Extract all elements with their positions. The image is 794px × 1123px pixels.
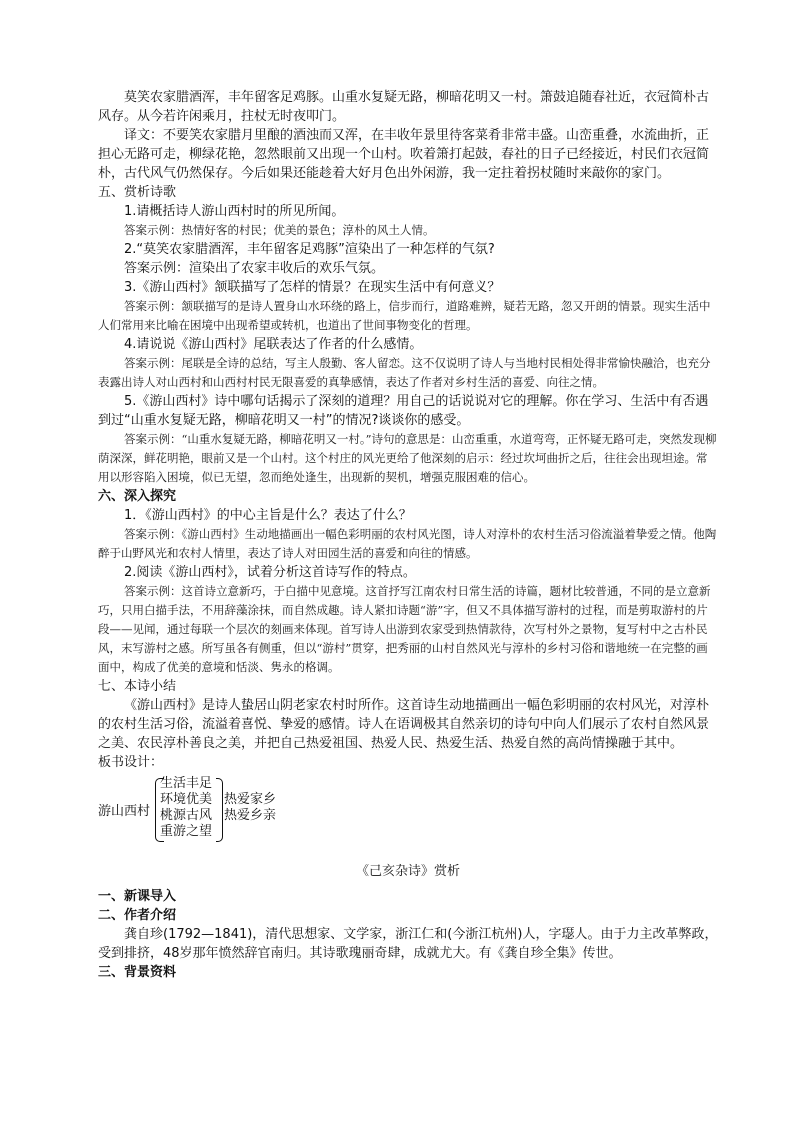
section-6-heading: 六、深入探究 <box>98 489 177 504</box>
s5-answer-4: 答案示例：尾联是全诗的总结，写主人殷勤、客人留恋。这不仅说明了诗人与当地村民相处得非常愉快融洽，也充分表露出诗人对山西村和山西村村民无限喜爱的真挚感情，表达了作者对乡村生活的喜爱、向往之情。 <box>98 356 711 389</box>
section-7-heading: 七、本诗小结 <box>98 679 177 694</box>
lesson2-heading-2: 二、作者介绍 <box>98 908 177 923</box>
document-content <box>98 88 718 982</box>
board-middle-item: 桃源古风 <box>160 808 213 823</box>
board-right-list <box>224 792 276 824</box>
s5-question-5: 5.《游山西村》诗中哪句话揭示了深刻的道理？用自己的话说说对它的理解。你在学习、生活中有否遇到过“山重水复疑无路，柳暗花明又一村”的情况?谈谈你的感受。 <box>98 394 709 428</box>
lesson2-author-bio: 龚自珍(1792—1841)，清代思想家、文学家，浙江仁和(今浙江杭州)人，字璱人。由于力主改革弊政，受到排挤，48岁那年愤然辞官南归。其诗歌瑰丽奇肆，成就尤大。有《龚自珍全集》传世。 <box>98 927 718 961</box>
s7-summary: 《游山西村》是诗人蛰居山阴老家农村时所作。这首诗生动地描画出一幅色彩明丽的农村风光，对淳朴的农村生活习俗，流溢着喜悦、挚爱的感情。诗人在语调极其自然亲切的诗句中向人们展示了农村自然风景之美、农民淳朴善良之美，并把自己热爱祖国、热爱人民、热爱生活、热爱自然的高尚情操融于其中。 <box>98 698 710 751</box>
board-middle-item: 重游之望 <box>160 824 213 839</box>
section-5-heading: 五、赏析诗歌 <box>98 185 177 200</box>
s5-question-3: 3.《游山西村》颔联描写了怎样的情景？在现实生活中有何意义？ <box>124 280 501 295</box>
s6-answer-1: 答案示例：《游山西村》生动地描画出一幅色彩明丽的农村风光图，诗人对淳朴的农村生活习俗流溢着挚爱之情。他陶醉于山野风光和农村人情里，表达了诗人对田园生活的喜爱和向往的情感。 <box>98 527 717 560</box>
board-right-brace <box>216 778 223 842</box>
s6-question-1: 1．《游山西村》的中心主旨是什么？表达了什么？ <box>124 508 412 523</box>
s5-question-1: 1.请概括诗人游山西村时的所见所闻。 <box>124 204 345 219</box>
lesson2-heading-1: 一、新课导入 <box>98 889 177 904</box>
s5-question-4: 4.请说说《游山西村》尾联表达了作者的什么感情。 <box>124 337 423 352</box>
board-diagram <box>98 776 718 846</box>
s6-answer-2: 答案示例：这首诗立意新巧，于白描中见意境。这首抒写江南农村日常生活的诗篇，题材比较普通，不同的是立意新巧，只用白描手法，不用辞藻涂抹，而自然成趣。诗人紧扣诗题“游”字，但又不具体描写游村的过程，而是剪取游村的片段——见闻，通过每联一个层次的刻画来体现。首写诗人出游到农家受到热情款待，次写村外之景物，复写村中之古朴民风，末写游村之感。所写虽各有侧重，但以“游村”贯穿，把秀丽的山村自然风光与淳朴的乡村习俗和谐地统一在完整的画面中，构成了优美的意境和恬淡、隽永的格调。 <box>98 584 711 674</box>
board-right-item: 热爱乡亲 <box>224 808 277 823</box>
board-middle-item: 环境优美 <box>160 792 213 807</box>
s5-answer-5: 答案示例：“山重水复疑无路，柳暗花明又一村。”诗句的意思是：山峦重重，水道弯弯，正怀疑无路可走，突然发现柳荫深深，鲜花明艳，眼前又是一个山村。这个村庄的风光更给了他深刻的启示：经过坎坷曲折之后，往往会出现坦途。常用以形容陷入困境，似已无望，忽而绝处逢生，出现新的契机，增强克服困难的信心。 <box>98 432 717 484</box>
lesson2-title: 《己亥杂诗》赏析 <box>355 864 460 879</box>
s5-answer-3: 答案示例：颔联描写的是诗人置身山水环绕的路上，信步而行，道路难辨，疑若无路，忽又开朗的情景。现实生活中人们常用来比喻在困境中出现希望或转机，也道出了世间事物变化的哲理。 <box>98 299 711 332</box>
s5-answer-2: 答案示例：渲染出了农家丰收后的欢乐气氛。 <box>124 261 385 276</box>
poem-text: 莫笑农家腊酒浑，丰年留客足鸡豚。山重水复疑无路，柳暗花明又一村。箫鼓追随春社近，衣冠简朴古风存。从今若许闲乘月，拄杖无时夜叩门。 <box>98 90 710 124</box>
poem-translation: 译文：不要笑农家腊月里酿的酒浊而又浑，在丰收年景里待客菜肴非常丰盛。山峦重叠，水流曲折，正担心无路可走，柳绿花艳，忽然眼前又出现一个山村。吹着箫打起鼓，春社的日子已经接近，村民们衣冠简朴，古代风气仍然保存。今后如果还能趁着大好月色出外闲游，我一定拄着拐杖随时来敲你的家门。 <box>98 128 710 181</box>
board-middle-item: 生活丰足 <box>160 776 213 791</box>
lesson2-heading-3: 三、背景资料 <box>98 965 177 980</box>
board-right-item: 热爱家乡 <box>224 792 277 807</box>
s6-question-2: 2.阅读《游山西村》，试着分析这首诗写作的特点。 <box>124 565 416 580</box>
board-middle-list <box>160 776 212 840</box>
s5-question-2: 2.“莫笑农家腊酒浑，丰年留客足鸡豚”渲染出了一种怎样的气氛? <box>124 242 495 257</box>
board-left-title: 游山西村 <box>98 804 151 819</box>
s5-answer-1: 答案示例：热情好客的村民；优美的景色；淳朴的风土人情。 <box>124 223 435 237</box>
board-design-label: 板书设计： <box>98 755 164 770</box>
